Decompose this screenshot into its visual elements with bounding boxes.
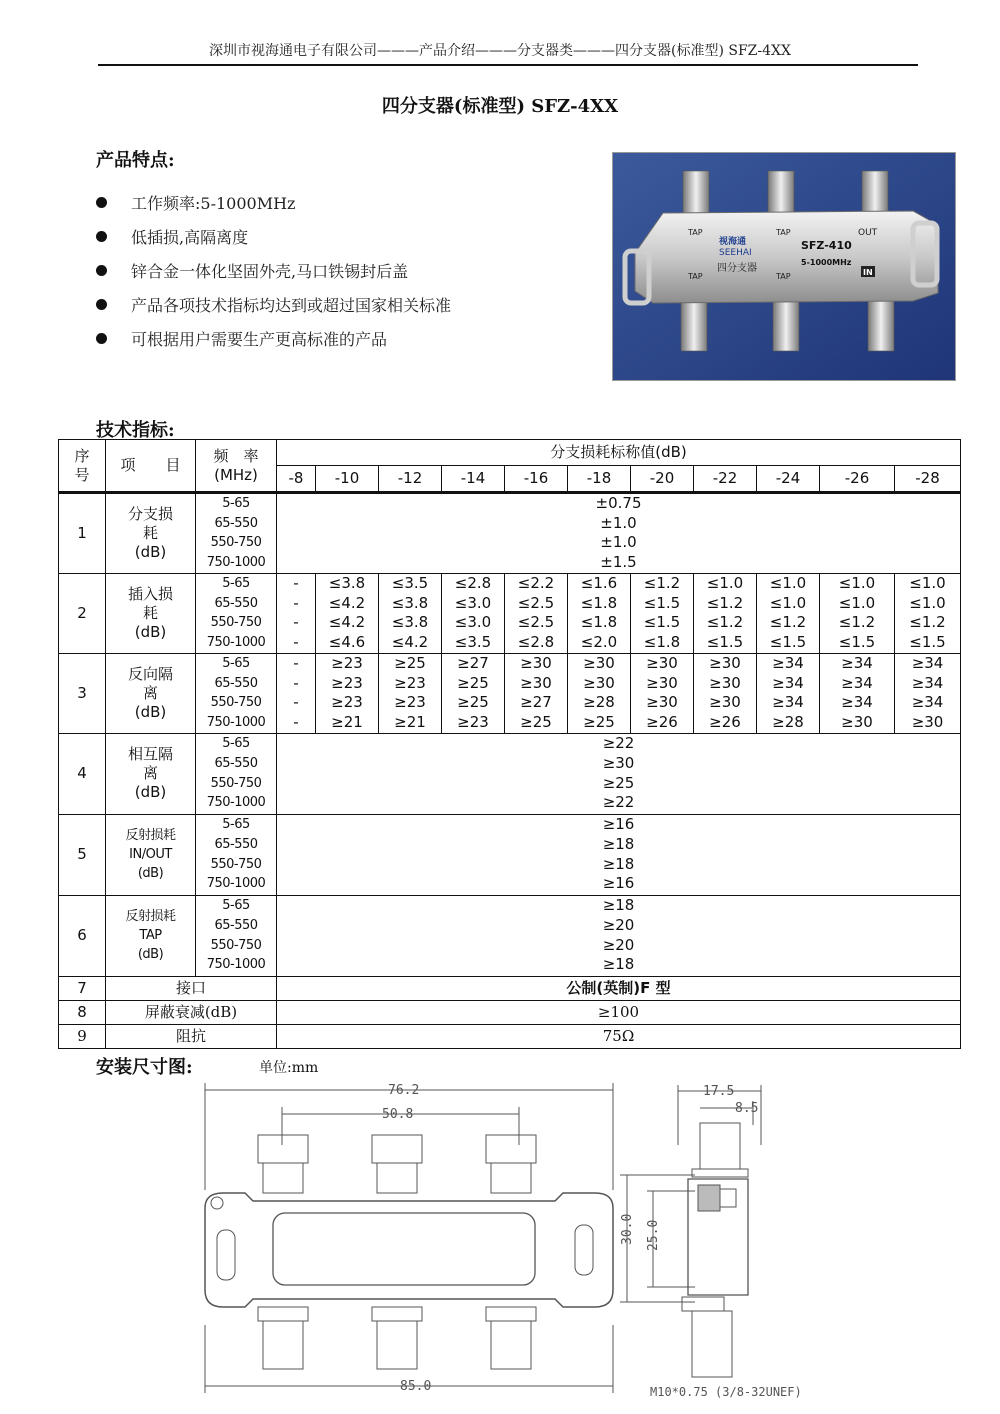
product-photo — [612, 152, 956, 381]
value-col: ≥34 ≥34 ≥34 ≥28 — [757, 653, 820, 733]
header-item: 项 目 — [106, 440, 196, 493]
row-label: 分支损 耗 (dB) — [106, 493, 196, 574]
tap-value: -24 — [757, 466, 820, 493]
freq-bands: 5-65 65-550 550-750 750-1000 — [196, 653, 277, 733]
dim-30-0: 30.0 — [620, 1213, 635, 1245]
value-col: ≥30 ≥30 ≥30 ≥26 — [631, 653, 694, 733]
features-list — [96, 190, 451, 360]
tap-value: -18 — [568, 466, 631, 493]
value-col: ≥34 ≥34 ≥34 ≥30 — [820, 653, 895, 733]
table-row — [59, 573, 961, 653]
row-values: 75Ω — [277, 1024, 961, 1048]
row-values: ±0.75 ±1.0 ±1.0 ±1.5 — [277, 493, 961, 574]
value-col: ≤1.0 ≤1.2 ≤1.2 ≤1.5 — [694, 573, 757, 653]
feature-item: 产品各项技术指标均达到或超过国家相关标准 — [96, 292, 451, 326]
row-label: 反向隔 离 (dB) — [106, 653, 196, 733]
table-row — [59, 493, 961, 574]
tap-value: -8 — [277, 466, 316, 493]
value-col: ≥25 ≥23 ≥23 ≥21 — [379, 653, 442, 733]
install-heading: 安装尺寸图: — [96, 1057, 193, 1078]
value-col: ≥34 ≥34 ≥34 ≥30 — [895, 653, 961, 733]
row-number: 4 — [59, 733, 106, 814]
side-view — [620, 1085, 761, 1377]
bullet-icon — [96, 333, 107, 344]
photo-model: SFZ-410 — [801, 239, 852, 252]
dim-17-5: 17.5 — [703, 1084, 735, 1099]
row-label: 阻抗 — [106, 1024, 277, 1048]
feature-item: 可根据用户需要生产更高标准的产品 — [96, 326, 451, 360]
row-number: 8 — [59, 1000, 106, 1024]
row-values: ≥100 — [277, 1000, 961, 1024]
table-row — [59, 653, 961, 733]
row-number: 7 — [59, 976, 106, 1000]
bullet-icon — [96, 299, 107, 310]
row-number: 3 — [59, 653, 106, 733]
value-col: ≥23 ≥23 ≥23 ≥21 — [316, 653, 379, 733]
dim-50-8: 50.8 — [382, 1107, 414, 1122]
value-col: ≤2.8 ≤3.0 ≤3.0 ≤3.5 — [442, 573, 505, 653]
photo-freq: 5-1000MHz — [801, 258, 852, 267]
bullet-icon — [96, 197, 107, 208]
dim-25-0: 25.0 — [646, 1219, 661, 1251]
freq-bands: 5-65 65-550 550-750 750-1000 — [196, 493, 277, 574]
feature-item: 工作频率:5-1000MHz — [96, 190, 451, 224]
tap-value: -20 — [631, 466, 694, 493]
row-values: ≥22 ≥30 ≥25 ≥22 — [277, 733, 961, 814]
header-freq: 频 率 (MHz) — [196, 440, 277, 493]
photo-label-tap-2: TAP — [776, 228, 791, 237]
dim-85-0: 85.0 — [400, 1379, 432, 1394]
tap-value: -12 — [379, 466, 442, 493]
row-label: 接口 — [106, 976, 277, 1000]
value-col: - - - - — [277, 573, 316, 653]
install-drawing — [195, 1075, 815, 1405]
row-values: ≥16 ≥18 ≥18 ≥16 — [277, 814, 961, 895]
row-values: 公制(英制)F 型 — [277, 976, 961, 1000]
table-row — [59, 1024, 961, 1048]
value-col: ≤1.6 ≤1.8 ≤1.8 ≤2.0 — [568, 573, 631, 653]
value-col: ≤1.0 ≤1.0 ≤1.2 ≤1.5 — [895, 573, 961, 653]
row-number: 6 — [59, 895, 106, 976]
tap-value: -10 — [316, 466, 379, 493]
row-label: 反射损耗 IN/OUT (dB) — [106, 814, 196, 895]
row-label: 反射损耗 TAP (dB) — [106, 895, 196, 976]
photo-label-in: IN — [863, 268, 873, 277]
row-values: ≥18 ≥20 ≥20 ≥18 — [277, 895, 961, 976]
bullet-icon — [96, 231, 107, 242]
value-col: ≤1.2 ≤1.5 ≤1.5 ≤1.8 — [631, 573, 694, 653]
value-col: ≤3.8 ≤4.2 ≤4.2 ≤4.6 — [316, 573, 379, 653]
bullet-icon — [96, 265, 107, 276]
table-row — [59, 814, 961, 895]
tap-value: -26 — [820, 466, 895, 493]
row-number: 1 — [59, 493, 106, 574]
feature-item: 锌合金一体化坚固外壳,马口铁锡封后盖 — [96, 258, 451, 292]
photo-label-tap-1: TAP — [688, 228, 703, 237]
value-col: ≤1.0 ≤1.0 ≤1.2 ≤1.5 — [757, 573, 820, 653]
header-rule — [98, 64, 918, 66]
photo-label-out: OUT — [858, 228, 878, 238]
freq-bands: 5-65 65-550 550-750 750-1000 — [196, 733, 277, 814]
tap-value: -14 — [442, 466, 505, 493]
page-header-breadcrumb: 深圳市视海通电子有限公司———产品介绍———分支器类———四分支器(标准型) SFZ-4XX — [209, 43, 791, 59]
value-col: - - - - — [277, 653, 316, 733]
row-label: 屏蔽衰减(dB) — [106, 1000, 277, 1024]
freq-bands: 5-65 65-550 550-750 750-1000 — [196, 895, 277, 976]
spec-heading: 技术指标: — [96, 420, 175, 441]
page-title: 四分支器(标准型) SFZ-4XX — [381, 96, 619, 117]
table-row — [59, 1000, 961, 1024]
photo-brand-cn: 视海通 — [719, 237, 747, 247]
header-seq: 序 号 — [59, 440, 106, 493]
tap-value: -22 — [694, 466, 757, 493]
photo-label-tap-3: TAP — [688, 272, 703, 281]
row-label: 插入损 耗 (dB) — [106, 573, 196, 653]
row-number: 2 — [59, 573, 106, 653]
table-row — [59, 895, 961, 976]
dim-8-5: 8.5 — [735, 1101, 759, 1116]
thread-spec: M10*0.75 (3/8-32UNEF) — [650, 1385, 802, 1399]
value-col: ≤1.0 ≤1.0 ≤1.2 ≤1.5 — [820, 573, 895, 653]
photo-brand-en: SEEHAI — [719, 248, 752, 258]
header-group-title: 分支损耗标称值(dB) — [277, 440, 961, 466]
dim-76-2: 76.2 — [388, 1083, 420, 1098]
row-label: 相互隔 离 (dB) — [106, 733, 196, 814]
features-heading: 产品特点: — [96, 150, 175, 171]
feature-item: 低插损,高隔离度 — [96, 224, 451, 258]
freq-bands: 5-65 65-550 550-750 750-1000 — [196, 814, 277, 895]
photo-label-tap-4: TAP — [776, 272, 791, 281]
value-col: ≤3.5 ≤3.8 ≤3.8 ≤4.2 — [379, 573, 442, 653]
spec-table — [58, 439, 961, 1049]
tap-value: -28 — [895, 466, 961, 493]
unit-label: 单位:mm — [259, 1060, 319, 1076]
value-col: ≥30 ≥30 ≥28 ≥25 — [568, 653, 631, 733]
value-col: ≥30 ≥30 ≥27 ≥25 — [505, 653, 568, 733]
front-view — [205, 1083, 613, 1393]
value-col: ≤2.2 ≤2.5 ≤2.5 ≤2.8 — [505, 573, 568, 653]
row-number: 5 — [59, 814, 106, 895]
freq-bands: 5-65 65-550 550-750 750-1000 — [196, 573, 277, 653]
table-row — [59, 733, 961, 814]
row-number: 9 — [59, 1024, 106, 1048]
photo-product-name: 四分支器 — [717, 263, 757, 274]
tap-value: -16 — [505, 466, 568, 493]
value-col: ≥30 ≥30 ≥30 ≥26 — [694, 653, 757, 733]
table-row — [59, 976, 961, 1000]
value-col: ≥27 ≥25 ≥25 ≥23 — [442, 653, 505, 733]
